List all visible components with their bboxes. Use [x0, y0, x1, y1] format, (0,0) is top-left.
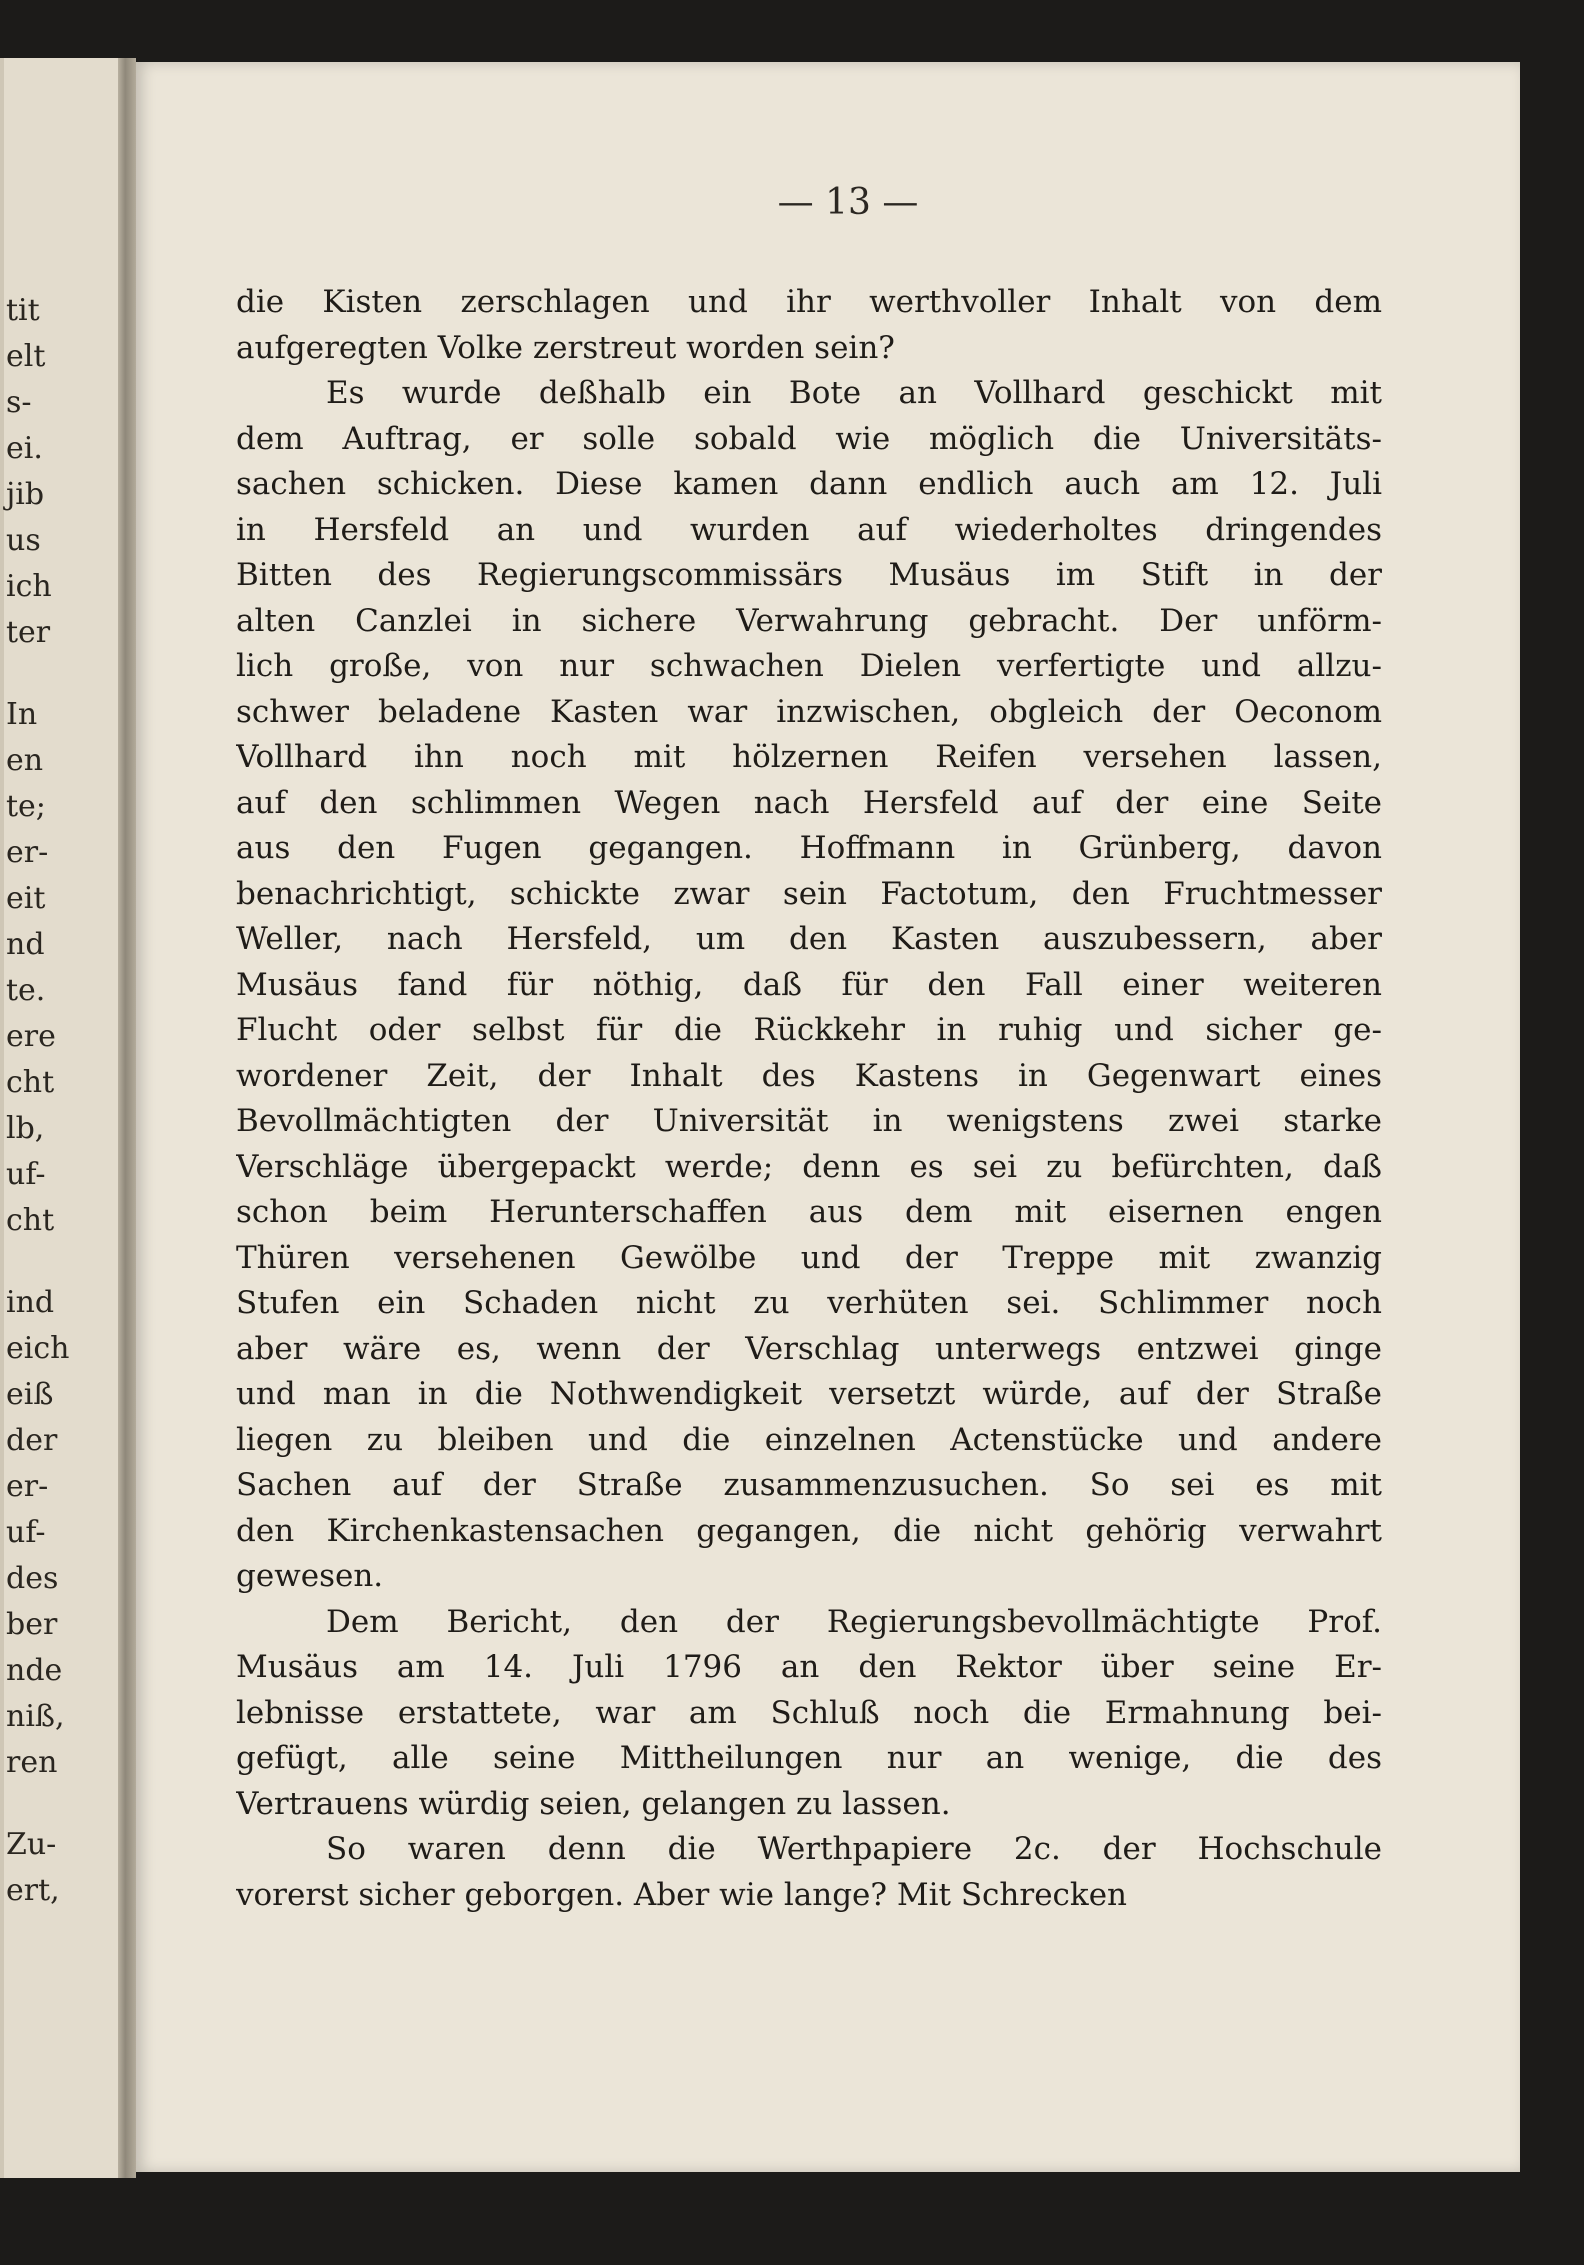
body-text: [236, 280, 1382, 1918]
left-fragment: elt: [6, 339, 46, 374]
left-fragment: ere: [6, 1019, 56, 1054]
left-fragment: Zu-: [6, 1827, 57, 1862]
text-line: Musäus am 14. Juli 1796 an den Rektor über seine Er-: [236, 1649, 1382, 1685]
text-line: alten Canzlei in sichere Verwahrung gebracht. Der unförm-: [236, 602, 1382, 639]
text-line: Verschläge übergepackt werde; denn es sei zu befürchten, daß: [236, 1148, 1382, 1185]
left-fragment: uf-: [6, 1157, 46, 1192]
left-fragment: [6, 1244, 118, 1280]
text-line: benachrichtigt, schickte zwar sein Factotum, den Fruchtmesser: [236, 875, 1382, 912]
text-line: Weller, nach Hersfeld, um den Kasten auszubessern, aber: [236, 921, 1382, 957]
text-line: Thüren versehenen Gewölbe und der Treppe mit zwanzig: [236, 1239, 1382, 1276]
left-fragment: te.: [6, 973, 46, 1008]
text-line: in Hersfeld an und wurden auf wiederholtes dringendes: [236, 511, 1382, 548]
text-line: schwer beladene Kasten war inzwischen, obgleich der Oeconom: [236, 693, 1382, 730]
left-fragment: tit: [6, 293, 40, 328]
text-line: Sachen auf der Straße zusammenzusuchen. So sei es mit: [236, 1467, 1382, 1503]
text-line: wordener Zeit, der Inhalt des Kastens in Gegenwart eines: [236, 1057, 1382, 1094]
left-fragment: der: [6, 1423, 58, 1458]
left-fragment: jib: [6, 477, 45, 512]
text-line: vorerst sicher geborgen. Aber wie lange? Mit Schrecken: [236, 1876, 1128, 1913]
left-fragment: cht: [6, 1065, 55, 1100]
text-line: aber wäre es, wenn der Verschlag unterwegs entzwei ginge: [236, 1330, 1382, 1367]
left-fragment: uf-: [6, 1515, 46, 1550]
text-line: aus den Fugen gegangen. Hoffmann in Grünberg, davon: [236, 830, 1382, 866]
text-line: den Kirchenkastensachen gegangen, die nicht gehörig verwahrt: [236, 1512, 1382, 1549]
text-line: sachen schicken. Diese kamen dann endlich auch am 12. Juli: [236, 466, 1382, 502]
text-line: Es wurde deßhalb ein Bote an Vollhard geschickt mit: [326, 375, 1382, 411]
left-fragment: nd: [6, 927, 45, 962]
text-line: So waren denn die Werthpapiere 2c. der Hochschule: [326, 1831, 1382, 1867]
book-gutter: [118, 58, 136, 2178]
left-fragment: eit: [6, 881, 46, 916]
left-fragment: te;: [6, 789, 46, 824]
left-fragment: en: [6, 743, 44, 778]
left-fragment: niß,: [6, 1699, 65, 1734]
left-fragment: ren: [6, 1745, 58, 1780]
text-line: Vertrauens würdig seien, gelangen zu lassen.: [236, 1785, 951, 1822]
left-fragment: ich: [6, 569, 52, 604]
text-line: Bevollmächtigten der Universität in wenigstens zwei starke: [236, 1103, 1382, 1139]
text-line: lebnisse erstattete, war am Schluß noch die Ermahnung bei-: [236, 1694, 1382, 1731]
text-line: aufgeregten Volke zerstreut worden sein?: [236, 329, 895, 366]
text-line: schon beim Herunterschaffen aus dem mit eisernen engen: [236, 1194, 1382, 1230]
left-fragment: er-: [6, 1469, 49, 1504]
left-facing-page: [0, 58, 118, 2178]
left-fragment: ei.: [6, 431, 43, 466]
left-fragment: ber: [6, 1607, 58, 1642]
text-line: Vollhard ihn noch mit hölzernen Reifen versehen lassen,: [236, 739, 1382, 775]
left-fragment: s-: [6, 385, 32, 420]
text-line: lich große, von nur schwachen Dielen verfertigte und allzu-: [236, 648, 1382, 684]
left-fragment: eiß: [6, 1377, 54, 1412]
left-fragment: des: [6, 1561, 59, 1596]
left-fragment: ind: [6, 1285, 55, 1320]
text-line: Dem Bericht, den der Regierungsbevollmächtigte Prof.: [326, 1603, 1382, 1640]
page-number: — 13 —: [777, 182, 919, 223]
left-page-edge: [0, 58, 4, 2178]
left-fragment: In: [6, 697, 38, 732]
left-page-text-fragments: [6, 288, 118, 1914]
text-line: und man in die Nothwendigkeit versetzt würde, auf der Straße: [236, 1376, 1382, 1412]
left-fragment: cht: [6, 1203, 55, 1238]
text-line: Flucht oder selbst für die Rückkehr in ruhig und sicher ge-: [236, 1012, 1382, 1048]
text-line: auf den schlimmen Wegen nach Hersfeld auf der eine Seite: [236, 784, 1382, 821]
left-fragment: ter: [6, 615, 51, 650]
left-fragment: [6, 1786, 118, 1822]
left-fragment: er-: [6, 835, 49, 870]
text-line: Musäus fand für nöthig, daß für den Fall einer weiteren: [236, 966, 1382, 1003]
left-fragment: eich: [6, 1331, 70, 1366]
text-line: dem Auftrag, er solle sobald wie möglich die Universitäts-: [236, 420, 1382, 457]
right-page: [136, 62, 1520, 2172]
left-fragment: us: [6, 523, 41, 558]
text-line: Stufen ein Schaden nicht zu verhüten sei. Schlimmer noch: [236, 1285, 1382, 1321]
left-fragment: ert,: [6, 1873, 60, 1908]
text-line: liegen zu bleiben und die einzelnen Actenstücke und andere: [236, 1421, 1382, 1458]
left-fragment: lb,: [6, 1111, 45, 1146]
text-line: die Kisten zerschlagen und ihr werthvoller Inhalt von dem: [236, 284, 1382, 320]
left-fragment: [6, 656, 118, 692]
left-fragment: nde: [6, 1653, 63, 1688]
text-line: Bitten des Regierungscommissärs Musäus im Stift in der: [236, 557, 1382, 593]
text-line: gewesen.: [236, 1558, 384, 1594]
text-line: gefügt, alle seine Mittheilungen nur an wenige, die des: [236, 1740, 1382, 1776]
